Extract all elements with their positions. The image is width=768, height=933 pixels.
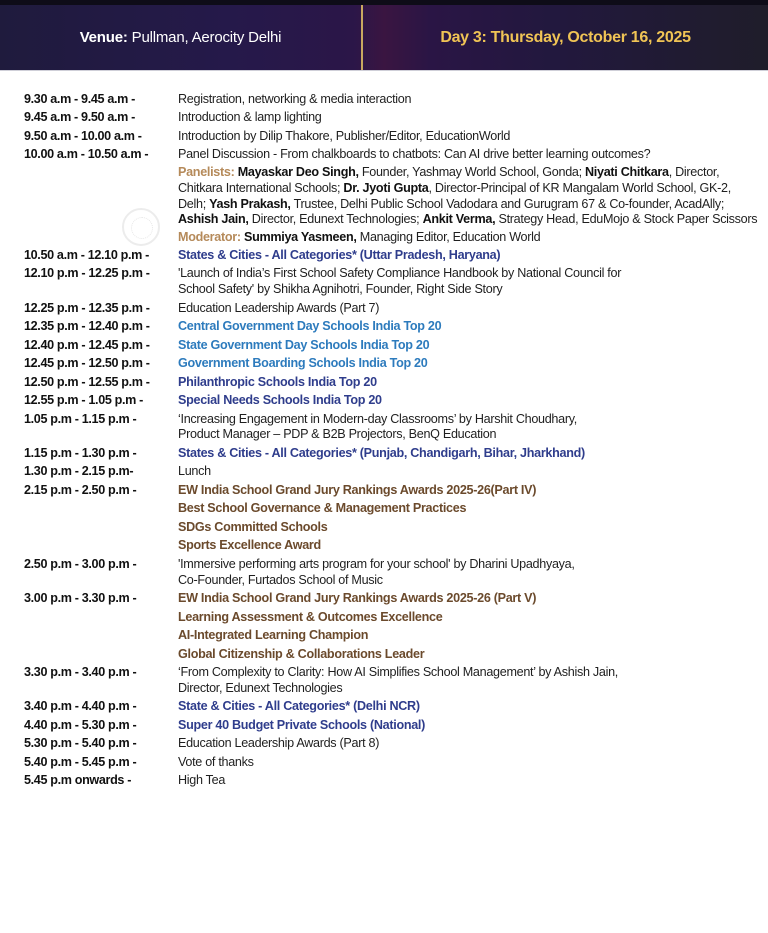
session-text: Introduction & lamp lighting [178,110,322,125]
schedule-row [24,129,764,145]
moderator-role: Managing Editor, Education World [356,229,541,244]
session-text: Lunch [178,464,211,479]
schedule-row [24,755,764,771]
session-line: School Safety' by Shikha Agnihotri, Founder, Right Side Story [178,282,503,297]
schedule-row [24,412,764,444]
panelists-block [178,165,758,228]
schedule-row [24,591,764,607]
time-slot: 12.40 p.m - 12.45 p.m - [24,337,150,352]
time-slot: 12.35 p.m - 12.40 p.m - [24,319,150,334]
award-subcategory: SDGs Committed Schools [178,519,328,534]
session-text: Education Leadership Awards (Part 8) [178,736,380,751]
panelist-role: , Director-Principal of KR Mangalam World School, GK-2, Delh; [178,180,731,211]
award-category: States & Cities - All Categories* (Punjab, Chandigarh, Bihar, Jharkhand) [178,445,585,460]
schedule-row [24,266,764,298]
session-text: Registration, networking & media interaction [178,92,412,106]
award-subcategory: Best School Governance & Management Practices [178,501,467,516]
session-text [178,665,764,697]
time-slot: 9.45 a.m - 9.50 a.m - [24,110,135,125]
panelist-role: Trustee, Delhi Public School Vadodara and Gurugram 67 & Co-founder, AcadAlly; [290,196,725,211]
time-slot: 9.30 a.m - 9.45 a.m - [24,92,135,106]
panelist-role: Founder, Yashmay World School, Gonda; [358,164,586,179]
award-category: Philanthropic Schools India Top 20 [178,374,377,389]
time-slot: 2.50 p.m - 3.00 p.m - [24,556,137,571]
session-text [178,266,764,298]
panelist-name: Dr. Jyoti Gupta [343,180,429,195]
panelist-role: Director, Edunext Technologies; [248,212,423,227]
schedule-row [24,393,764,409]
session-text: Education Leadership Awards (Part 7) [178,300,380,315]
time-slot: 12.55 p.m - 1.05 p.m - [24,393,143,408]
moderator-label: Moderator: [178,229,241,244]
award-subcategory: Global Citizenship & Collaborations Leader [178,646,425,661]
panelist-role: , Director, Chitkara International Schools; [178,164,720,195]
panelist-name: Ashish Jain, [178,212,249,227]
schedule-list [24,92,764,792]
award-heading: EW India School Grand Jury Rankings Awards 2025-26(Part IV) [178,482,537,497]
event-header [0,0,768,71]
award-subcategory: AI-Integrated Learning Champion [178,628,369,643]
panelist-name: Niyati Chitkara [585,164,669,179]
time-slot: 12.45 p.m - 12.50 p.m - [24,356,150,371]
schedule-row [24,338,764,354]
award-category: Special Needs Schools India Top 20 [178,393,382,408]
moderator-name: Summiya Yasmeen, [243,229,357,244]
schedule-row [24,301,764,317]
schedule-row [24,773,764,789]
panelist-name: Mayaskar Deo Singh, [237,164,359,179]
time-slot: 10.00 a.m - 10.50 a.m - [24,147,149,162]
award-category: Central Government Day Schools India Top 20 [178,319,442,334]
award-category: Government Boarding Schools India Top 20 [178,356,428,371]
venue-info [0,5,361,70]
schedule-row [24,319,764,335]
time-slot: 3.40 p.m - 4.40 p.m - [24,699,137,714]
session-text [178,557,764,589]
session-line: ‘Increasing Engagement in Modern-day Classrooms’ by Harshit Choudhary, [178,411,577,426]
time-slot: 10.50 a.m - 12.10 p.m - [24,247,149,262]
time-slot: 9.50 a.m - 10.00 a.m - [24,128,142,143]
session-line: 'Immersive performing arts program for your school' by Dharini Upadhyaya, [178,556,575,571]
award-category: State & Cities - All Categories* (Delhi NCR) [178,699,420,714]
schedule-row [24,699,764,715]
schedule-row [24,736,764,752]
time-slot: 12.10 p.m - 12.25 p.m - [24,266,150,281]
schedule-row [24,665,764,697]
session-text: High Tea [178,773,226,788]
award-subcategory: Sports Excellence Award [178,538,321,553]
schedule-row [24,356,764,372]
time-slot: 2.15 p.m - 2.50 p.m - [24,482,137,497]
time-slot: 12.50 p.m - 12.55 p.m - [24,374,150,389]
time-slot: 12.25 p.m - 12.35 p.m - [24,300,150,315]
award-heading: EW India School Grand Jury Rankings Awards 2025-26 (Part V) [178,591,537,606]
session-text: Introduction by Dilip Thakore, Publisher/Editor, EducationWorld [178,128,511,143]
award-category: State Government Day Schools India Top 20 [178,337,430,352]
panelist-role: Strategy Head, EduMojo & Stock Paper Scissors [495,212,758,227]
venue-value: Pullman, Aerocity Delhi [131,29,282,46]
award-category: States & Cities - All Categories* (Uttar Pradesh, Haryana) [178,247,501,262]
schedule-row [24,464,764,480]
schedule-row [24,147,764,163]
schedule-row [24,248,764,264]
time-slot: 3.30 p.m - 3.40 p.m - [24,665,137,679]
time-slot: 1.05 p.m - 1.15 p.m - [24,411,137,426]
award-category: Super 40 Budget Private Schools (National) [178,717,426,732]
session-text: Vote of thanks [178,754,254,769]
schedule-row [24,557,764,589]
schedule-row [24,110,764,126]
time-slot: 1.15 p.m - 1.30 p.m - [24,445,137,460]
event-day: Day 3: Thursday, October 16, 2025 [440,28,691,46]
schedule-row [24,446,764,462]
session-text [178,412,764,444]
schedule-row [24,483,764,499]
session-line: ‘From Complexity to Clarity: How AI Simplifies School Management’ by Ashish Jain, [178,665,618,679]
venue-label: Venue: [79,29,128,46]
panelist-name: Ankit Verma, [422,212,496,227]
time-slot: 4.40 p.m - 5.30 p.m - [24,717,137,732]
schedule-row [24,375,764,391]
session-line: 'Launch of India’s First School Safety Compliance Handbook by National Council for [178,266,622,281]
session-line: Product Manager – PDP & B2B Projectors, BenQ Education [178,427,497,442]
award-subcategory: Learning Assessment & Outcomes Excellence [178,609,443,624]
session-line: Director, Edunext Technologies [178,680,343,695]
time-slot: 5.45 p.m onwards - [24,773,132,788]
moderator-block [178,230,758,246]
session-line: Co-Founder, Furtados School of Music [178,572,383,587]
schedule-row [24,92,764,108]
panelist-name: Yash Prakash, [209,196,291,211]
session-text: Panel Discussion - From chalkboards to chatbots: Can AI drive better learning outcomes? [178,147,651,162]
time-slot: 5.40 p.m - 5.45 p.m - [24,754,137,769]
time-slot: 1.30 p.m - 2.15 p.m- [24,464,134,479]
time-slot: 3.00 p.m - 3.30 p.m - [24,591,137,606]
schedule-row [24,718,764,734]
panelists-label: Panelists: [178,164,235,179]
time-slot: 5.30 p.m - 5.40 p.m - [24,736,137,751]
